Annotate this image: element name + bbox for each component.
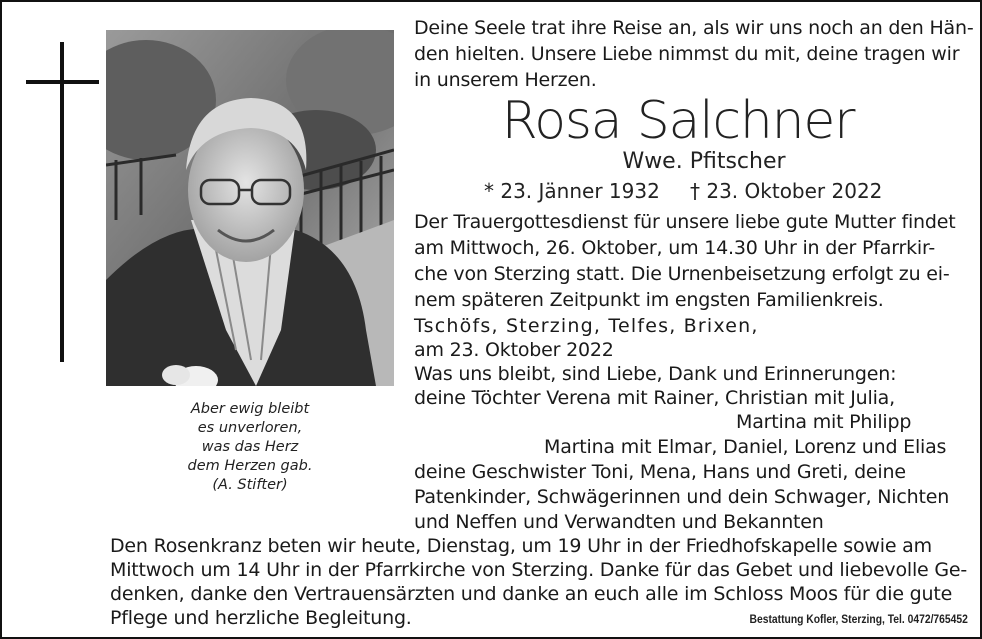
service-line: Der Trauergottesdienst für unsere liebe gute Mutter findet	[414, 211, 956, 233]
portrait-photo	[106, 30, 394, 386]
memorial-quote	[106, 400, 394, 495]
cross-horizontal-bar	[26, 80, 99, 84]
mourners-heading: Was uns bleibt, sind Liebe, Dank und Erinnerungen:	[414, 363, 897, 385]
quote-line: Aber ewig bleibt	[190, 401, 310, 417]
mourners-line: Martina mit Elmar, Daniel, Lorenz und Elias	[544, 436, 947, 458]
death-date: † 23. Oktober 2022	[690, 179, 883, 203]
service-line: nem späteren Zeitpunkt im engsten Familienkreis.	[414, 289, 884, 311]
intro-line: den hielten. Unsere Liebe nimmst du mit, deine tragen wir	[414, 43, 960, 65]
rosary-line: denken, danke den Vertrauensärzten und danke an euch alle im Schloss Moos für die gute	[110, 583, 953, 605]
mourners-line: und Neffen und Verwandten und Bekannten	[414, 511, 824, 533]
birth-date: * 23. Jänner 1932	[484, 179, 660, 203]
intro-line: in unserem Herzen.	[414, 69, 597, 91]
cross-vertical-bar	[60, 42, 64, 362]
quote-line: es unverloren,	[197, 420, 303, 436]
mourners-line: deine Töchter Verena mit Rainer, Christian mit Julia,	[414, 387, 895, 409]
rosary-line: Mittwoch um 14 Uhr in der Pfarrkirche von Sterzing. Danke für das Gebet und liebevolle Ge-	[110, 559, 968, 581]
place-towns: Tschöfs, Sterzing, Telfes, Brixen,	[414, 315, 759, 337]
portrait-photo-icon	[106, 30, 394, 386]
mourners-line: Martina mit Philipp	[736, 411, 912, 433]
widow-of: Wwe. Pfitscher	[622, 149, 786, 174]
undertaker-contact: Bestattung Kofler, Sterzing, Tel. 0472/765452	[749, 612, 968, 626]
quote-line: was das Herz	[201, 439, 299, 455]
deceased-name: Rosa Salchner	[501, 91, 855, 151]
rosary-line: Den Rosenkranz beten wir heute, Dienstag, um 19 Uhr in der Friedhofskapelle sowie am	[110, 535, 932, 557]
mourners-line: Patenkinder, Schwägerinnen und dein Schwager, Nichten	[414, 486, 950, 508]
service-line: am Mittwoch, 26. Oktober, um 14.30 Uhr in der Pfarrkir-	[414, 237, 936, 259]
quote-attribution: (A. Stifter)	[212, 477, 288, 493]
service-line: che von Sterzing statt. Die Urnenbeisetzung erfolgt zu ei-	[414, 263, 950, 285]
quote-line: dem Herzen gab.	[187, 458, 313, 474]
rosary-line: Pflege und herzliche Begleitung.	[110, 607, 412, 629]
place-date: am 23. Oktober 2022	[414, 339, 614, 361]
mourners-line: deine Geschwister Toni, Mena, Hans und Greti, deine	[414, 461, 906, 483]
intro-line: Deine Seele trat ihre Reise an, als wir uns noch an den Hän-	[414, 17, 974, 39]
